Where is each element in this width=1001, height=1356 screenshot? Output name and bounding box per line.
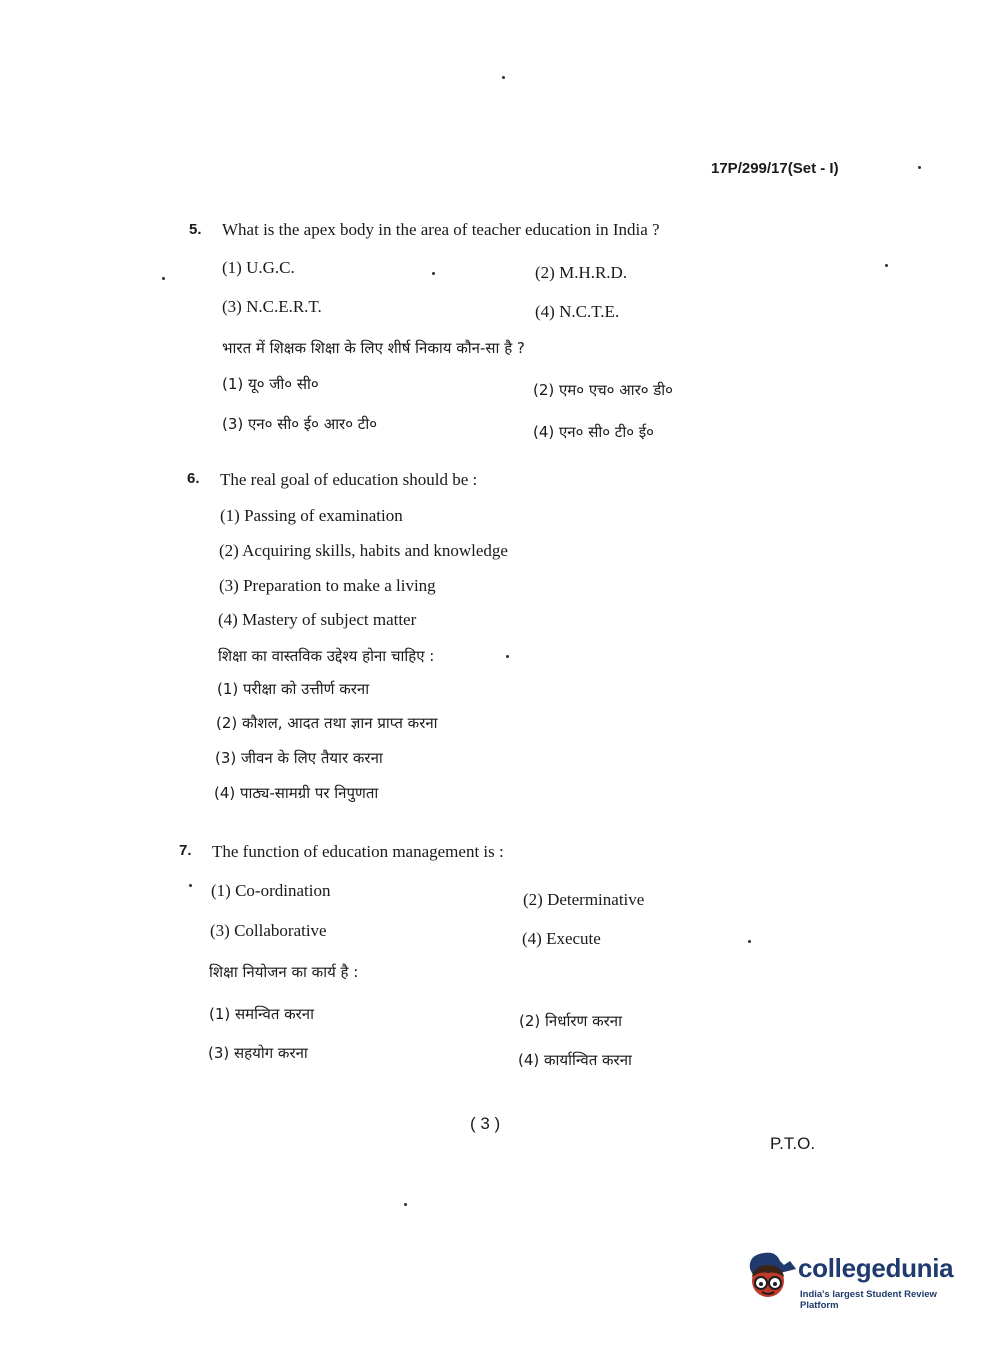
question-number: 5. [189,221,202,238]
paper-code: 17P/299/17(Set - I) [711,160,839,177]
scan-speck [502,76,505,79]
brand-tagline: India's largest Student Review Platform [800,1289,937,1311]
question-number: 6. [187,470,200,487]
mascot-icon [740,1247,798,1309]
option-en-2: (2) Determinative [523,890,645,909]
question-text-hi: शिक्षा नियोजन का कार्य है : [209,963,359,981]
option-en-1: (1) Passing of examination [220,506,403,525]
option-en-2: (2) Acquiring skills, habits and knowledge [219,541,508,560]
option-en-2: (2) M.H.R.D. [535,263,628,282]
option-hi-4: (4) कार्यान्वित करना [518,1051,632,1069]
option-hi-3: (3) एन० सी० ई० आर० टी० [222,415,378,433]
scan-speck [432,272,435,275]
option-hi-1: (1) परीक्षा को उत्तीर्ण करना [217,680,370,698]
question-text-en: What is the apex body in the area of teacher education in India ? [222,220,660,239]
scan-speck [506,655,509,658]
scan-speck [189,884,192,887]
option-hi-2: (2) एम० एच० आर० डी० [533,381,673,399]
option-hi-2: (2) कौशल, आदत तथा ज्ञान प्राप्त करना [216,714,438,732]
option-en-3: (3) Collaborative [210,921,327,940]
question-text-en: The real goal of education should be : [220,470,478,489]
page-number: ( 3 ) [470,1114,501,1133]
option-hi-2: (2) निर्धारण करना [519,1012,622,1030]
option-en-4: (4) Mastery of subject matter [218,610,417,629]
option-en-4: (4) Execute [522,929,601,948]
question-number: 7. [179,842,192,859]
option-en-1: (1) U.G.C. [222,258,295,277]
option-en-3: (3) Preparation to make a living [219,576,436,595]
option-en-1: (1) Co-ordination [211,881,331,900]
option-hi-4: (4) एन० सी० टी० ई० [533,423,654,441]
question-text-hi: भारत में शिक्षक शिक्षा के लिए शीर्ष निकाय कौन-सा है ? [222,339,525,357]
scan-speck [404,1203,407,1206]
scan-speck [885,264,888,267]
question-text-en: The function of education management is : [212,842,504,861]
option-hi-1: (1) यू० जी० सी० [222,375,319,393]
scan-speck [162,277,165,280]
collegedunia-watermark [740,1247,970,1317]
option-en-4: (4) N.C.T.E. [535,302,620,321]
option-hi-1: (1) समन्वित करना [209,1005,315,1023]
option-hi-3: (3) सहयोग करना [208,1044,308,1062]
question-text-hi: शिक्षा का वास्तविक उद्देश्य होना चाहिए : [218,647,435,665]
brand-name: collegedunia [798,1253,954,1283]
option-hi-4: (4) पाठ्य-सामग्री पर निपुणता [214,784,379,802]
option-hi-3: (3) जीवन के लिए तैयार करना [215,749,383,767]
scan-speck [918,166,921,169]
scan-speck [748,940,751,943]
pto-label: P.T.O. [770,1134,816,1153]
option-en-3: (3) N.C.E.R.T. [222,297,322,316]
